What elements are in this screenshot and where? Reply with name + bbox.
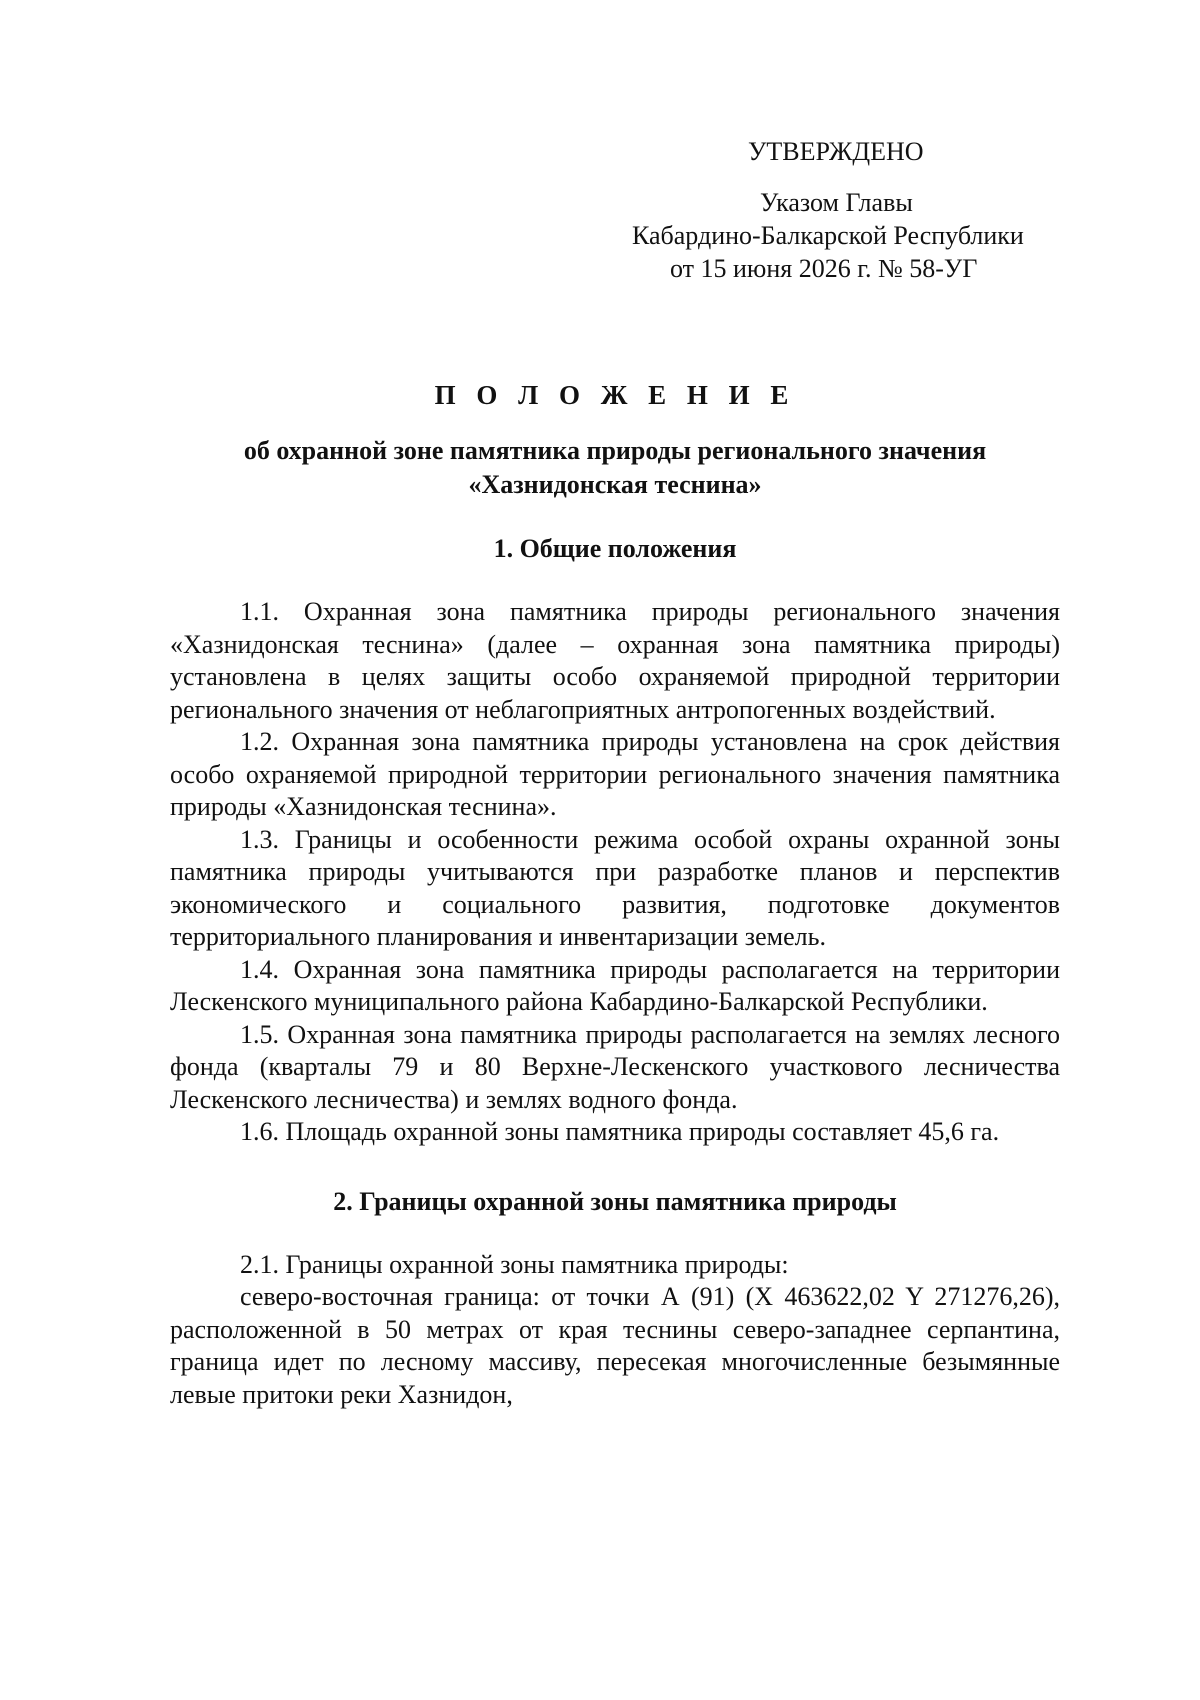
paragraph-1-4: 1.4. Охранная зона памятника природы располагается на территории Лескенского муниципального района Кабардино-Балкарской Республики.	[170, 954, 1060, 1016]
paragraph-1-3: 1.3. Границы и особенности режима особой охраны охранной зоны памятника природы учитываются при разработке планов и перспектив экономического и социального развития, подготовке документов территориального планирования и инвентаризации земель.	[170, 824, 1060, 951]
paragraph-2-1-boundary: северо-восточная граница: от точки А (91) (X 463622,02 Y 271276,26), расположенной в 50 метрах от края теснины северо-западнее серпантина, граница идет по лесному массиву, пересекая многочисленные безымянные левые притоки реки Хазнидон,	[170, 1282, 1060, 1409]
document-title: П О Л О Ж Е Н И Е	[434, 380, 796, 410]
section-1-heading: 1. Общие положения	[493, 534, 737, 563]
approval-block	[620, 135, 1060, 285]
document-subtitle	[170, 434, 1060, 502]
paragraph-1-6: 1.6. Площадь охранной зоны памятника природы составляет 45,6 га.	[240, 1117, 1000, 1146]
subtitle-line-1: об охранной зоне памятника природы регионального значения	[243, 436, 987, 465]
paragraph-1-1: 1.1. Охранная зона памятника природы регионального значения «Хазнидонская теснина» (далее – охранная зона памятника природы) установлена в целях защиты особо охраняемой природной территории регионального значения от неблагоприятных антропогенных воздействий.	[170, 597, 1060, 724]
approval-heading: УТВЕРЖДЕНО	[748, 137, 924, 166]
paragraph-1-2: 1.2. Охранная зона памятника природы установлена на срок действия особо охраняемой природной территории регионального значения памятника природы «Хазнидонская теснина».	[170, 727, 1060, 821]
approval-decree-line: Указом Главы	[760, 188, 913, 217]
section-2-heading: 2. Границы охранной зоны памятника природы	[333, 1186, 897, 1216]
document-body	[170, 378, 1060, 1411]
paragraph-2-1: 2.1. Границы охранной зоны памятника природы:	[240, 1249, 789, 1279]
approval-date-line: от 15 июня 2026 г. № 58-УГ	[670, 254, 978, 283]
subtitle-line-2: «Хазнидонская теснина»	[468, 470, 762, 499]
approval-republic-line: Кабардино-Балкарской Республики	[632, 221, 1024, 250]
paragraph-1-5: 1.5. Охранная зона памятника природы располагается на землях лесного фонда (кварталы 79 и 80 Верхне-Лескенского участкового лесничества Лескенского лесничества) и землях водного фонда.	[170, 1019, 1060, 1114]
